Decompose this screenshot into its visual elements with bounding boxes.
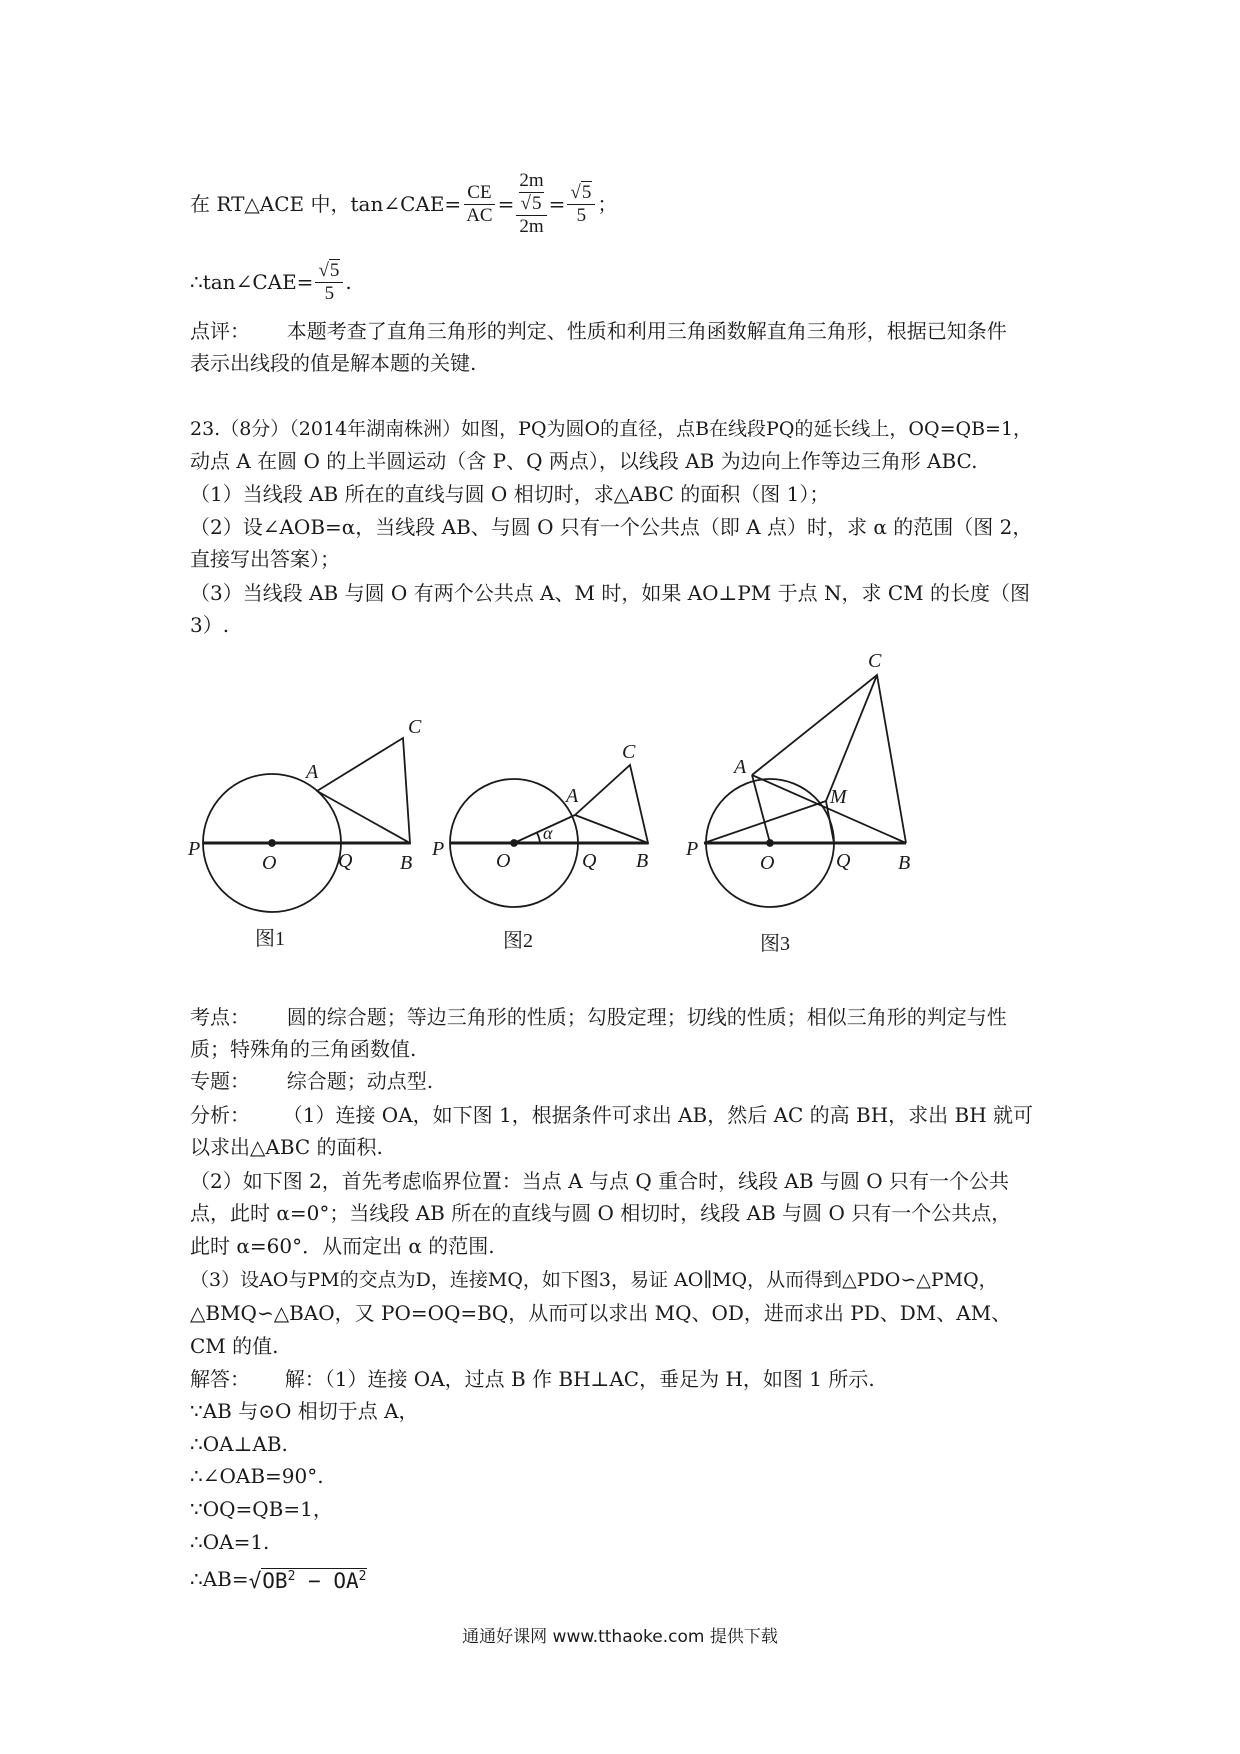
problem-line-7: 3）.	[190, 613, 230, 637]
tan-line-1-prefix: 在 RT△ACE 中，tan∠CAE=	[190, 192, 462, 216]
zhuanti-line	[190, 1068, 433, 1094]
fenxi-line-5: 此时 α=60°．从而定出 α 的范围.	[190, 1234, 495, 1258]
fraction-denominator: AC	[466, 204, 493, 226]
fig1-caption: 图1	[255, 928, 285, 950]
fenxi-line-4: 点，此时 α=0°；当线段 AB 所在的直线与圆 O 相切时，线段 AB 与圆 O 只有一个公共点，	[190, 1201, 1012, 1225]
fig1-label-c: C	[408, 716, 422, 738]
geometry-figures	[0, 645, 1240, 985]
problem-line-5: 直接写出答案）；	[190, 547, 340, 571]
fraction-numerator: CE	[464, 182, 494, 205]
fraction-compound	[516, 170, 546, 238]
fraction-root5-over-5	[567, 182, 595, 227]
comment-text-1: 本题考查了直角三角形的判定、性质和利用三角函数解直角三角形，根据已知条件	[286, 319, 1007, 343]
sqrt-five-2: √5	[567, 182, 595, 205]
therefore-end: .	[345, 270, 352, 294]
radicand: 5	[531, 193, 542, 214]
fig2-label-o: O	[496, 850, 511, 872]
equals-sign: =	[497, 192, 515, 216]
fig3-label-o: O	[760, 852, 775, 874]
fig1-label-q: Q	[338, 850, 353, 872]
jieda-text-1: 解：（1）连接 OA，过点 B 作 BH⊥AC，垂足为 H，如图 1 所示.	[284, 1367, 875, 1391]
denominator-five: 5	[576, 204, 587, 226]
fig3-label-c: C	[868, 650, 882, 672]
fraction-result	[315, 260, 343, 305]
denominator-five-2: 5	[324, 282, 335, 304]
fig1-label-p: P	[188, 838, 201, 860]
kaodian-line-1	[190, 1004, 1007, 1030]
kaodian-label: 考点：	[190, 1005, 250, 1029]
kaodian-line-2: 质；特殊角的三角函数值.	[190, 1037, 417, 1061]
step-2: ∴OA⊥AB.	[190, 1432, 288, 1456]
problem-line-6: （3）当线段 AB 与圆 O 有两个公共点 A、M 时，如果 AO⊥PM 于点 N，求 CM 的长度（图	[190, 581, 1030, 605]
fig2-label-alpha: α	[543, 823, 553, 843]
fenxi-line-2: 以求出△ABC 的面积.	[190, 1135, 383, 1159]
figure-2	[431, 741, 648, 952]
fig2-label-c: C	[622, 741, 636, 763]
fig2-caption: 图2	[503, 930, 533, 952]
fenxi-line-3: （2）如下图 2，首先考虑临界位置：当点 A 与点 Q 重合时，线段 AB 与圆 O 只有一个公共	[190, 1169, 1010, 1193]
fig2-label-a: A	[566, 785, 579, 807]
compound-denominator: 2m	[519, 216, 544, 237]
figure-1	[187, 716, 422, 950]
fenxi-text-1: （1）连接 OA，如下图 1，根据条件可求出 AB，然后 AC 的高 BH，求出 BH 就可	[282, 1103, 1034, 1127]
jieda-label: 解答：	[190, 1367, 250, 1391]
fenxi-line-6: （3）设AO与PM的交点为D，连接MQ，如下图3，易证 AO∥MQ，从而得到△PDO∽△PMQ，	[190, 1269, 998, 1291]
comment-label: 点评：	[190, 319, 250, 343]
fenxi-line-7: △BMQ∽△BAO，又 PO=OQ=BQ，从而可以求出 MQ、OD，进而求出 PD、DM、AM、	[190, 1301, 1012, 1325]
zhuanti-text: 综合题；动点型.	[286, 1069, 434, 1093]
fig3-label-a: A	[734, 756, 747, 778]
fig1-label-a: A	[306, 761, 319, 783]
ob-text: OB	[262, 1569, 288, 1593]
step-6	[190, 1562, 367, 1596]
sqrt-five-3: √5	[315, 260, 343, 283]
exp-2: 2	[287, 1569, 296, 1584]
therefore-prefix: ∴tan∠CAE=	[190, 270, 314, 294]
radicand-3: 5	[329, 259, 340, 281]
sqrt-ob2-oa2: $√OB^2 - OA^2$	[248, 1569, 367, 1593]
fenxi-line-1	[190, 1102, 1033, 1128]
problem-line-1: 23.（8分）（2014年湖南株洲）如图，PQ为圆O的直径，点B在线段PQ的延长线上，OQ=QB=1，	[190, 418, 1033, 440]
exp-2b: 2	[358, 1569, 367, 1584]
problem-line-3: （1）当线段 AB 所在的直线与圆 O 相切时，求△ABC 的面积（图 1）；	[190, 482, 830, 506]
fig3-label-p: P	[686, 838, 699, 860]
step-1: ∵AB 与⊙O 相切于点 A，	[190, 1399, 419, 1423]
problem-line-4: （2）设∠AOB=α，当线段 AB、与圆 O 只有一个公共点（即 A 点）时，求 α 的范围（图 2，	[190, 515, 1033, 539]
fig1-label-o: O	[262, 852, 277, 874]
compound-numerator	[516, 170, 546, 216]
comment-line-2: 表示出线段的值是解本题的关键.	[190, 351, 477, 375]
zhuanti-label: 专题：	[190, 1069, 250, 1093]
semicolon: ；	[597, 192, 618, 216]
step-6-prefix: ∴AB=	[190, 1567, 249, 1591]
ob2-oa2-radicand	[261, 1568, 367, 1593]
kaodian-text-1: 圆的综合题；等边三角形的性质；勾股定理；切线的性质；相似三角形的判定与性	[286, 1005, 1007, 1029]
fig3-label-b: B	[898, 852, 911, 874]
fig2-label-p: P	[432, 838, 445, 860]
figure-3	[685, 650, 910, 955]
radicand-2: 5	[581, 181, 592, 203]
comment-line-1	[190, 318, 1007, 344]
inner-numerator: 2m	[519, 170, 544, 191]
fenxi-label: 分析：	[190, 1103, 250, 1127]
minus-oa: − OA	[295, 1569, 359, 1593]
step-4: ∵OQ=QB=1，	[190, 1497, 333, 1521]
fenxi-line-8: CM 的值.	[190, 1334, 279, 1358]
jieda-line-1	[190, 1366, 875, 1392]
fig3-label-q: Q	[836, 850, 851, 872]
therefore-line	[190, 254, 352, 310]
fig3-label-m: M	[830, 786, 847, 808]
fig1-label-b: B	[400, 852, 413, 874]
fraction-ce-ac	[463, 182, 495, 227]
sqrt-five: √5	[520, 193, 542, 214]
step-5: ∴OA=1.	[190, 1530, 270, 1554]
fig2-label-q: Q	[582, 850, 597, 872]
footer-download-note: 通通好课网 www.tthaoke.com 提供下载	[462, 1627, 778, 1647]
problem-line-2: 动点 A 在圆 O 的上半圆运动（含 P、Q 两点），以线段 AB 为边向上作等边三角形 ABC.	[190, 449, 978, 473]
tan-line-1	[190, 164, 617, 244]
step-3: ∴∠OAB=90°.	[190, 1464, 324, 1488]
fig3-caption: 图3	[760, 933, 790, 955]
equals-sign-2: =	[548, 192, 566, 216]
fig2-label-b: B	[636, 850, 649, 872]
